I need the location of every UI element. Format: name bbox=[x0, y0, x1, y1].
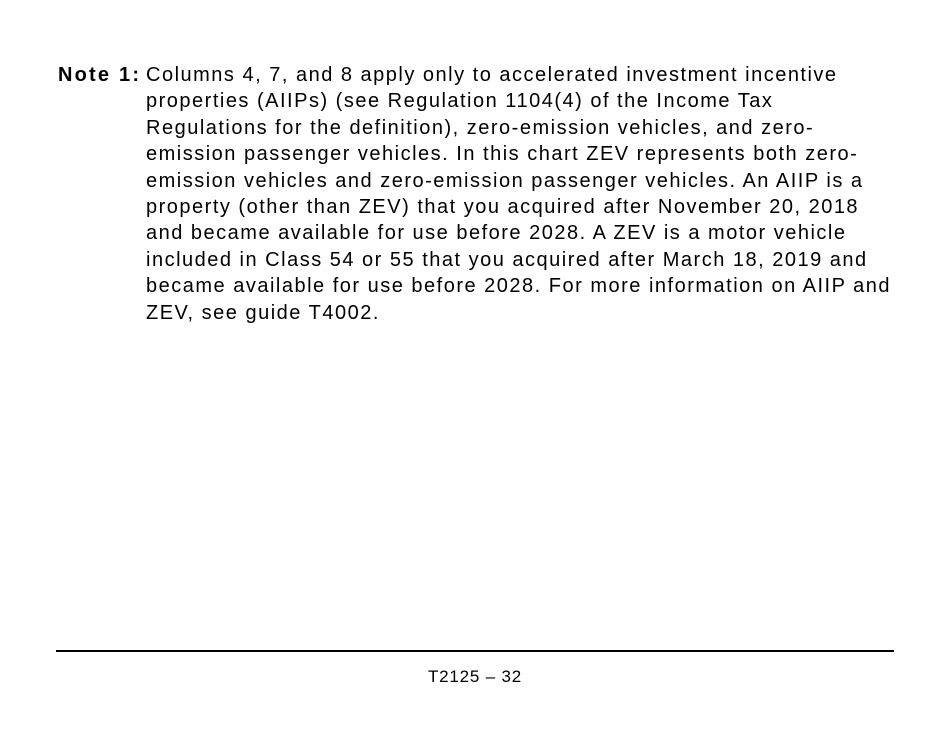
note-text: Columns 4, 7, and 8 apply only to accelerated investment incentive properties (AIIPs) (see Regulation 1104(4) of the Income Tax Regulations for the definition), zero-emission vehicles, and zero-emission passenger vehicles. In this chart ZEV represents both zero-emission vehicles and zero-emission passenger vehicles. An AIIP is a property (other than ZEV) that you acquired after November 20, 2018 and became available for use before 2028. A ZEV is a motor vehicle included in Class 54 or 55 that you acquired after March 18, 2019 and became available for use before 2028. For more information on AIIP and ZEV, see guide T4002. bbox=[146, 64, 892, 324]
note-label: Note 1: bbox=[58, 64, 142, 86]
note-block bbox=[58, 62, 898, 326]
page-number: T2125 – 32 bbox=[427, 667, 522, 686]
footer-divider bbox=[56, 650, 894, 652]
